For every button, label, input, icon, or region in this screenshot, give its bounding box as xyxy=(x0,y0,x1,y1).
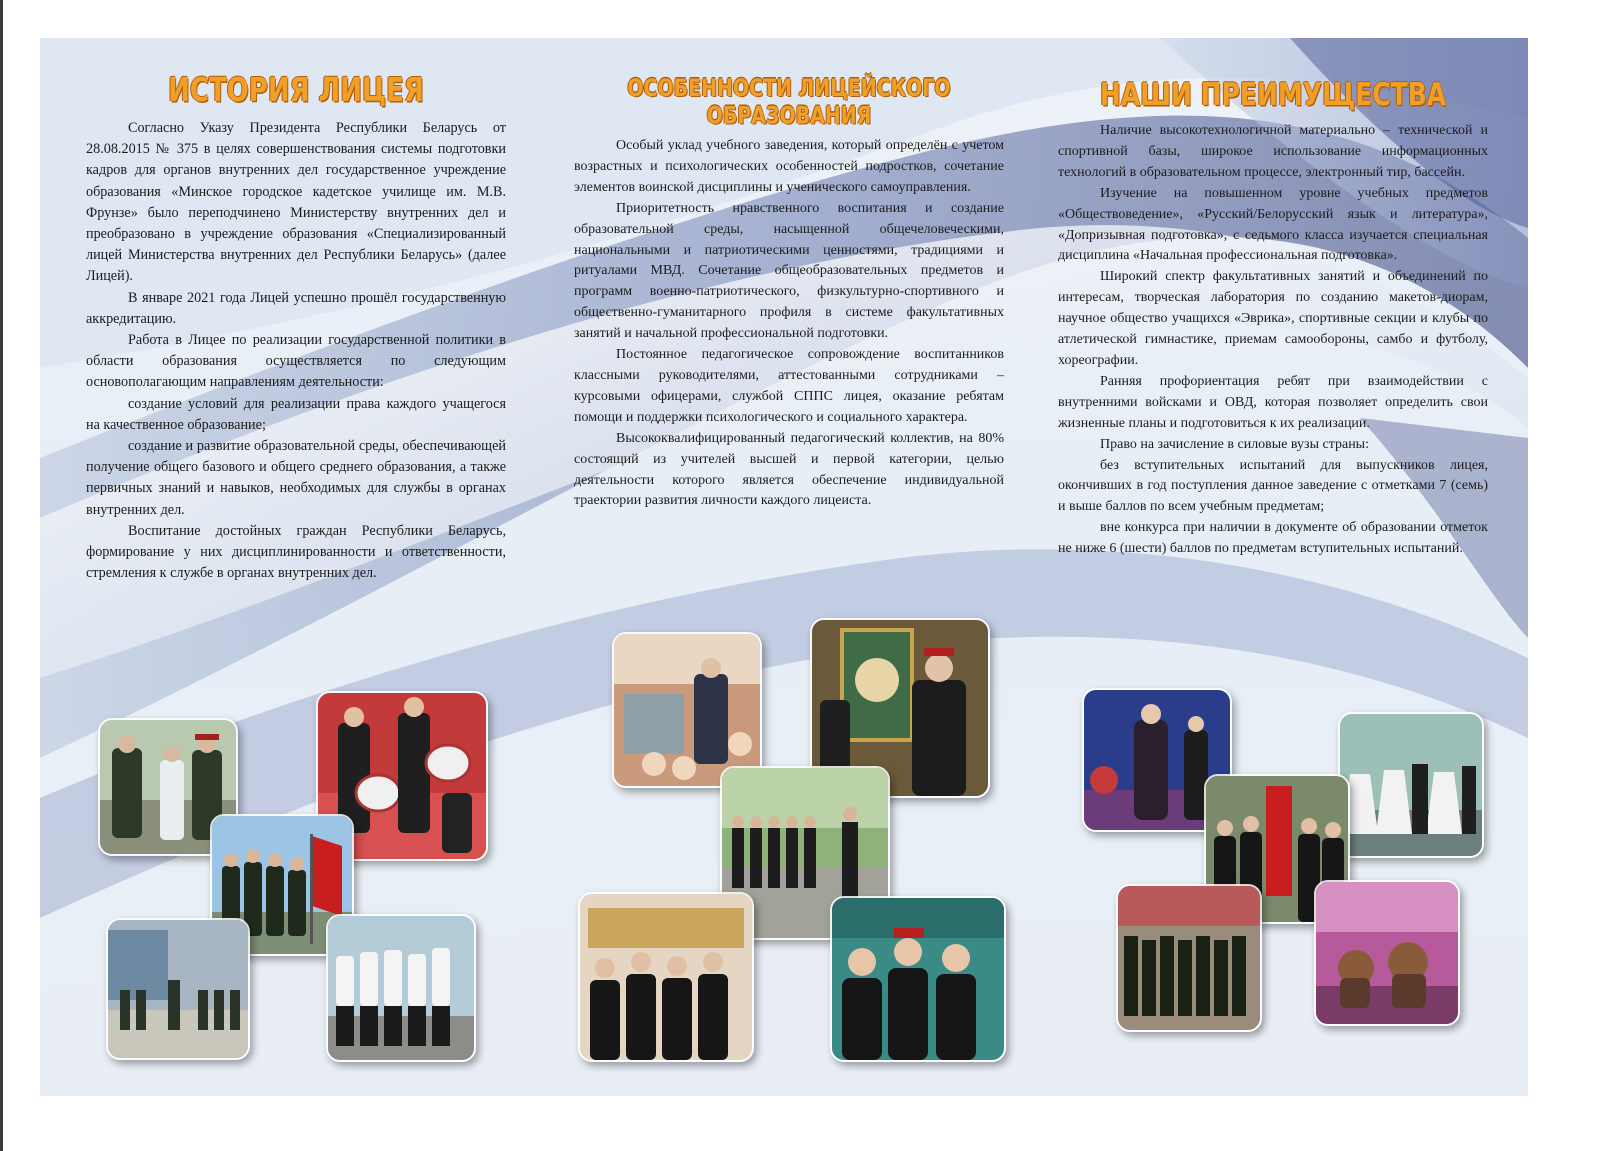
history-paragraph-2: В январе 2021 года Лицей успешно прошёл государственную аккредитацию. xyxy=(86,289,506,327)
advantages-paragraph-3: Широкий спектр факультативных занятий и объединений по интересам, творческая лаборатория по созданию макетов-диорам, научное общество учащихся «Эврика», спортивные секции и клубы по атлетической гимнастике, приемам самообороны, самбо и футболу, хореографии. xyxy=(1058,269,1488,368)
history-paragraph-4: создание условий для реализации права каждого учащегося на качественное образование; xyxy=(86,395,506,433)
features-paragraph-3: Постоянное педагогическое сопровождение воспитанников классными руководителями, аттестованными сотрудниками – курсовыми офицерами, службой СППС лицея, оказание ребятам помощи и поддержки психологического и социального характера. xyxy=(574,347,1004,425)
photo-folk-dance-group xyxy=(1338,712,1484,858)
column-history xyxy=(86,72,506,584)
photo-cadets-group-banner xyxy=(578,892,754,1062)
history-paragraph-1: Согласно Указу Президента Республики Беларусь от 28.08.2015 № 375 в целях совершенствования системы подготовки кадров для органов внутренних дел государственное учреждение образования «Минское городское кадетское училище им. М.В. Фрунзе» было переподчинено Министерству внутренних дел и преобразовано в учреждение образования «Специализированный лицей Министерства внутренних дел Республики Беларусь» (далее Лицей). xyxy=(86,120,506,285)
advantages-paragraph-2: Изучение на повышенном уровне учебных предметов «Обществоведение», «Русский/Белорусский язык и литература», «Допризывная подготовка», с седьмого класса изучается специальная дисциплина «Начальная профессиональная подготовка». xyxy=(1058,185,1488,264)
advantages-paragraph-6: без вступительных испытаний для выпускников лицея, окончивших в год поступления данное заведение с отметками 7 (семь) и выше баллов по всем учебным предметам; xyxy=(1058,457,1488,515)
history-paragraph-5: создание и развитие образовательной среды, обеспечивающей получение общего базового и общего среднего образования, а также первичных знаний и навыков, необходимых для службы в органах внутренних дел. xyxy=(86,438,506,518)
advantages-paragraph-7: вне конкурса при наличии в документе об образовании отметок не ниже 6 (шести) баллов по предметам вступительных испытаний. xyxy=(1058,520,1488,557)
photo-cadets-march-square xyxy=(106,918,250,1060)
column-advantages xyxy=(1058,76,1488,560)
photo-dance-costumes-stage xyxy=(1314,880,1460,1026)
advantages-paragraph-4: Ранняя профориентация ребят при взаимодействии с внутренними войсками и ОВД, которая позволяет определить свои жизненные планы и подготовиться к их реализации. xyxy=(1058,373,1488,431)
advantages-paragraph-5: Право на зачисление в силовые вузы страны: xyxy=(1100,436,1369,452)
photo-cadets-white-shirts-parade xyxy=(326,914,476,1062)
history-heading: ИСТОРИЯ ЛИЦЕЯ xyxy=(168,72,424,110)
features-heading: ОСОБЕННОСТИ ЛИЦЕЙСКОГО ОБРАЗОВАНИЯ xyxy=(627,74,951,130)
column-features xyxy=(574,74,1004,512)
brochure-sheet xyxy=(40,38,1528,1096)
history-paragraph-6: Воспитание достойных граждан Республики Беларусь, формирование у них дисциплинированности и ответственности, стремления к службе в органах внутренних дел. xyxy=(86,522,506,582)
features-paragraph-4: Высококвалифицированный педагогический коллектив, на 80% состоящий из учителей высшей и первой категории, целью деятельности которого является обеспечение индивидуальной траектории развития личности каждого лицеиста. xyxy=(574,430,1004,509)
photo-classroom-visit xyxy=(612,632,762,788)
history-paragraph-3: Работа в Лицее по реализации государственной политики в области образования осуществляется по следующим основополагающим направлениям деятельности: xyxy=(86,332,506,391)
features-paragraph-1: Особый уклад учебного заведения, который определён с учетом возрастных и психологических особенностей подростков, сочетание элементов воинской дисциплины и ученического самоуправления. xyxy=(574,138,1004,195)
page-left-edge xyxy=(0,0,3,1151)
photo-cadets-marching-formation xyxy=(1116,884,1262,1032)
features-paragraph-2: Приоритетность нравственного воспитания и создание образовательной среды, насыщенной общечеловеческими, национальными и патриотическими ценностями, традициями и ритуалами МВД. Сочетание общеобразовательных предметов и программ военно-патриотического, физкультурно-спортивного и общественно-гуманитарного профиля в системе факультативных занятий и начальной профессиональной подготовки. xyxy=(574,200,1004,342)
photo-cadets-thumbs-up xyxy=(830,896,1006,1062)
advantages-paragraph-1: Наличие высокотехнологичной материально – технической и спортивной базы, широкое использование информационных технологий в образовательном процессе, электронный тир, бассейн. xyxy=(1058,123,1488,180)
advantages-heading: НАШИ ПРЕИМУЩЕСТВА xyxy=(1099,76,1447,113)
